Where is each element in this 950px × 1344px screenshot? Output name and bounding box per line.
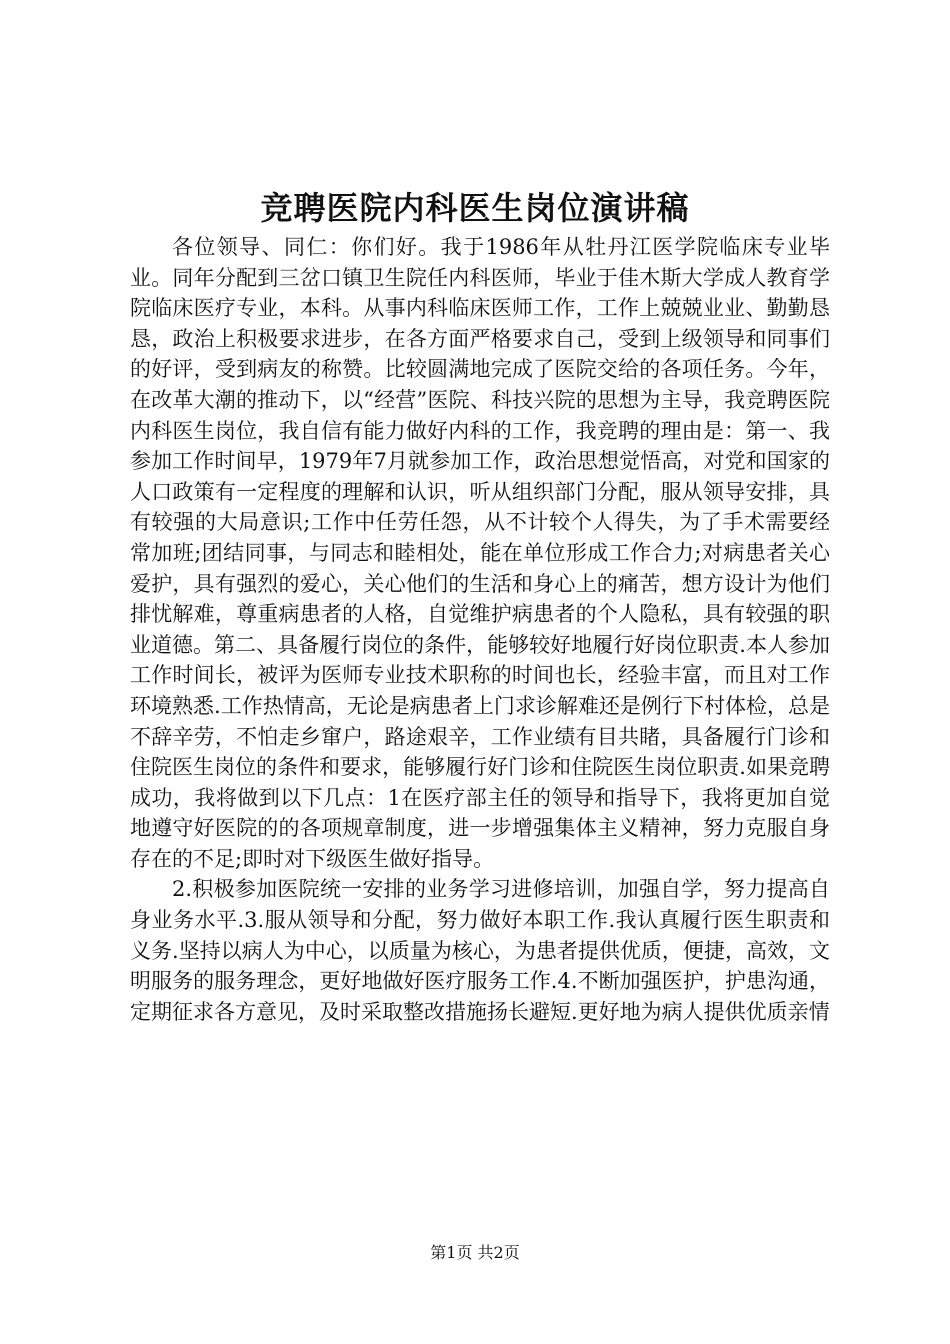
page-number-footer: 第1页 共2页 [430,1243,520,1262]
document-title: 竞聘医院内科医生岗位演讲稿 [260,189,690,227]
body-paragraph: 2.积极参加医院统一安排的业务学习进修培训，加强自学，努力提高自身业务水平.3.服从领导和分配，努力做好本职工作.我认真履行医生职责和义务.坚持以病人为中心，以质量为核心，为患者提供优质，便捷，高效，文明服务的服务理念，更好地做好医疗服务工作.4.不断加强医护，护患沟通，定期征求各方意见，及时采取整改措施扬长避短.更好地为病人提供优质亲情 [130,877,830,1024]
body-paragraph: 各位领导、同仁：你们好。我于1986年从牡丹江医学院临床专业毕业。同年分配到三岔口镇卫生院任内科医师，毕业于佳木斯大学成人教育学院临床医疗专业，本科。从事内科临床医师工作，工作上兢兢业业、勤勤恳恳，政治上积极要求进步，在各方面严格要求自己，受到上级领导和同事们的好评，受到病友的称赞。比较圆满地完成了医院交给的各项任务。今年，在改革大潮的推动下，以“经营”医院、科技兴院的思想为主导，我竞聘医院内科医生岗位，我自信有能力做好内科的工作，我竞聘的理由是：第一、我参加工作时间早，1979年7月就参加工作，政治思想觉悟高，对党和国家的人口政策有一定程度的理解和认识，听从组织部门分配，服从领导安排，具有较强的大局意识;工作中任劳任怨，从不计较个人得失，为了手术需要经常加班;团结同事，与同志和睦相处，能在单位形成工作合力;对病患者关心爱护，具有强烈的爱心，关心他们的生活和身心上的痛苦，想方设计为他们排忧解难，尊重病患者的人格，自觉维护病患者的个人隐私，具有较强的职业道德。第二、具备履行岗位的条件，能够较好地履行好岗位职责.本人参加工作时间长，被评为医师专业技术职称的时间也长，经验丰富，而且对工作环境熟悉.工作热情高，无论是病患者上门求诊解难还是例行下村体检，总是不辞辛劳，不怕走乡窜户，路途艰辛，工作业绩有目共睹，具备履行门诊和住院医生岗位的条件和要求，能够履行好门诊和住院医生岗位职责.如果竞聘成功，我将做到以下几点：1在医疗部主任的领导和指导下，我将更加自觉地遵守好医院的的各项规章制度，进一步增强集体主义精神，努力克服自身存在的不足;即时对下级医生做好指导。 [130,235,830,871]
document-body [130,232,830,1027]
